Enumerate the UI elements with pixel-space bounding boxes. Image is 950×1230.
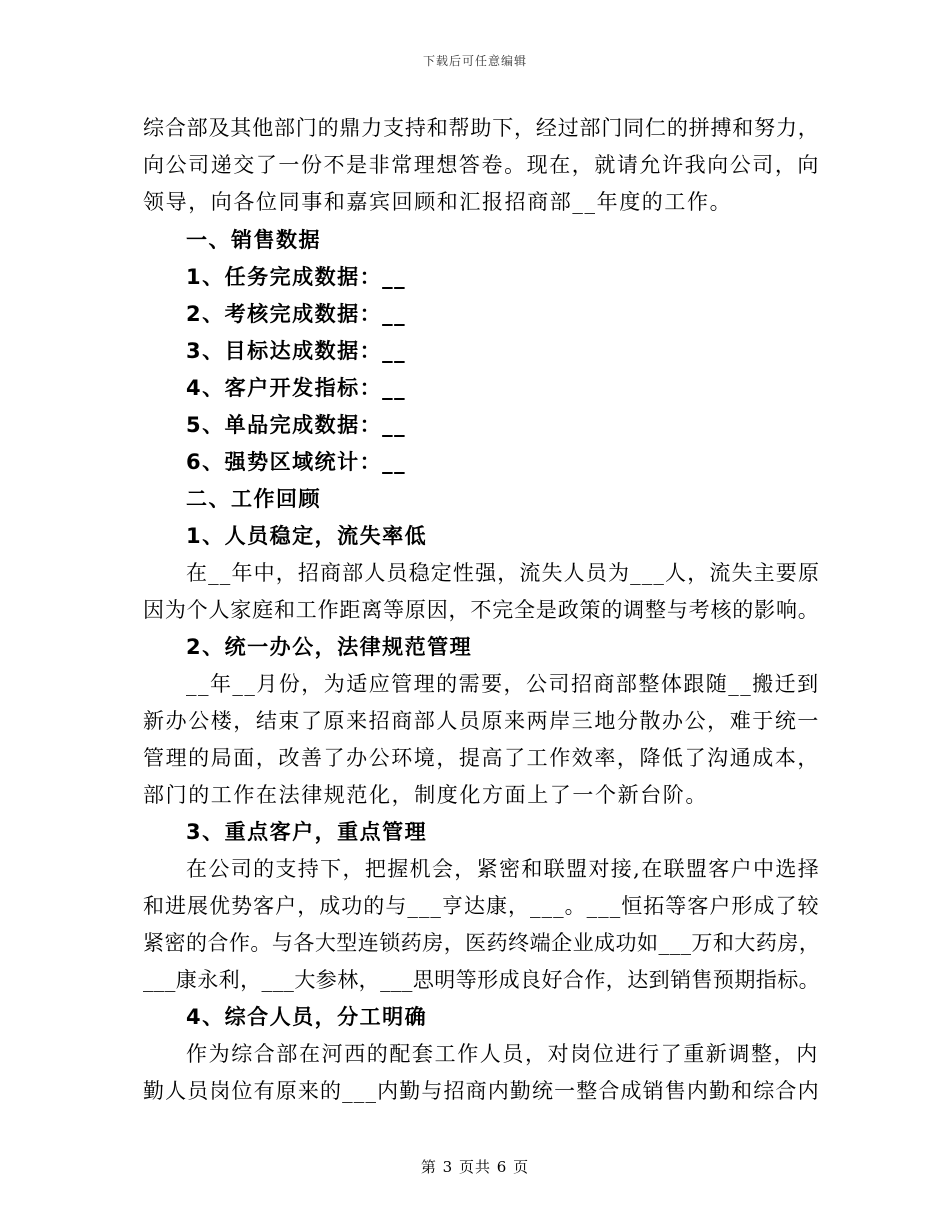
sales-item: 4、客户开发指标：__ bbox=[186, 376, 407, 400]
body-line: 作为综合部在河西的配套工作人员，对岗位进行了重新调整，内 bbox=[186, 1042, 819, 1066]
page-header: 下载后可任意编辑 bbox=[422, 54, 527, 68]
section-heading-review: 二、工作回顾 bbox=[186, 487, 321, 511]
body-line: 因为个人家庭和工作距离等原因，不完全是政策的调整与考核的影响。 bbox=[143, 598, 820, 622]
sales-item: 3、目标达成数据：__ bbox=[186, 339, 407, 363]
sales-item: 6、强势区域统计：__ bbox=[186, 450, 407, 474]
body-line: 向公司递交了一份不是非常理想答卷。现在，就请允许我向公司，向 bbox=[143, 153, 820, 177]
page-footer: 第 3 页共 6 页 bbox=[420, 1158, 530, 1176]
body-line: 在__年中，招商部人员稳定性强，流失人员为___人，流失主要原 bbox=[186, 561, 821, 585]
body-line: 和进展优势客户，成功的与___亨达康，___。___恒拓等客户形成了较 bbox=[143, 894, 820, 918]
body-line: __年__月份，为适应管理的需要，公司招商部整体跟随__搬迁到 bbox=[186, 672, 820, 696]
sales-item: 2、考核完成数据：__ bbox=[186, 302, 407, 326]
body-line: 部门的工作在法律规范化，制度化方面上了一个新台阶。 bbox=[143, 783, 708, 807]
body-line: 勤人员岗位有原来的___内勤与招商内勤统一整合成销售内勤和综合内 bbox=[143, 1079, 820, 1103]
section-heading-sales: 一、销售数据 bbox=[186, 228, 321, 252]
subsection-heading: 3、重点客户，重点管理 bbox=[186, 820, 428, 844]
subsection-heading: 1、人员稳定，流失率低 bbox=[186, 524, 428, 548]
subsection-heading: 2、统一办公，法律规范管理 bbox=[186, 635, 473, 659]
body-line: 新办公楼，结束了原来招商部人员原来两岸三地分散办公，难于统一 bbox=[143, 709, 820, 733]
sales-item: 5、单品完成数据：__ bbox=[186, 413, 407, 437]
body-line: 领导，向各位同事和嘉宾回顾和汇报招商部__年度的工作。 bbox=[143, 190, 733, 214]
body-line: ___康永利，___大参林，___思明等形成良好合作，达到销售预期指标。 bbox=[143, 968, 821, 992]
body-line: 紧密的合作。与各大型连锁药房，医药终端企业成功如___万和大药房， bbox=[143, 931, 821, 955]
subsection-heading: 4、综合人员，分工明确 bbox=[186, 1005, 428, 1029]
body-line: 管理的局面，改善了办公环境，提高了工作效率，降低了沟通成本， bbox=[143, 746, 820, 770]
sales-item: 1、任务完成数据：__ bbox=[186, 265, 407, 289]
body-line: 在公司的支持下，把握机会，紧密和联盟对接,在联盟客户中选择 bbox=[186, 857, 821, 881]
body-line: 综合部及其他部门的鼎力支持和帮助下，经过部门同仁的拼搏和努力， bbox=[143, 116, 820, 140]
